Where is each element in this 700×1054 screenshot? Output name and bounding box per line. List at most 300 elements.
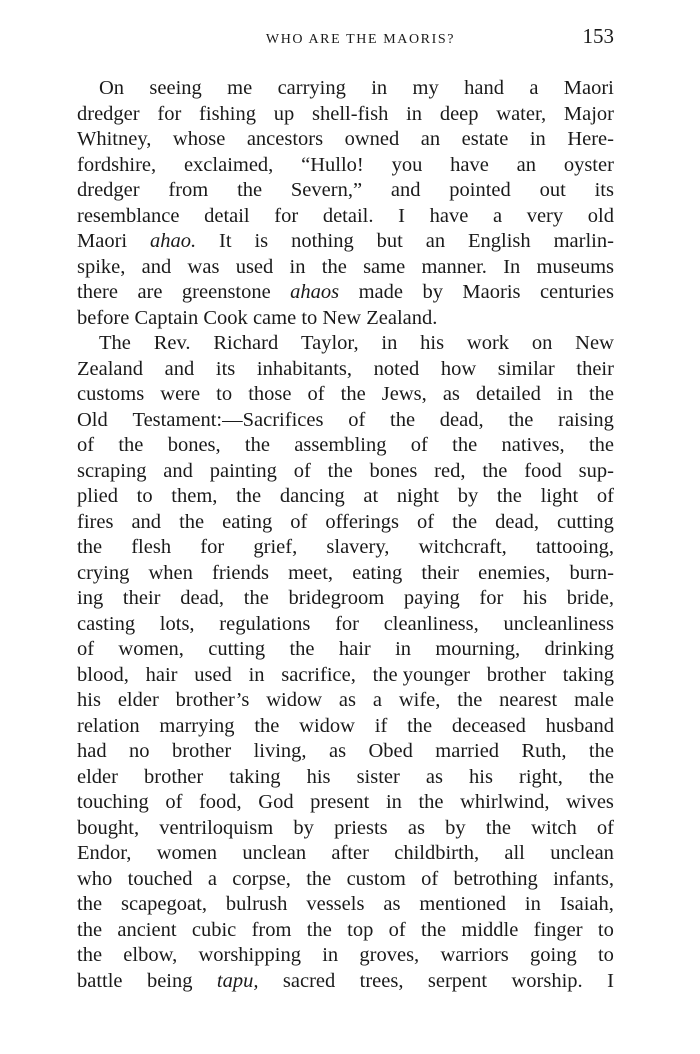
word: living, [253, 740, 307, 762]
word: right, [519, 765, 563, 788]
word: food, [198, 791, 242, 813]
word: dredger [77, 179, 140, 201]
word: pointed [449, 179, 511, 201]
word: worshipping [198, 944, 301, 966]
word: a [372, 689, 382, 711]
word: cleanliness, [383, 612, 479, 635]
word: serpent [427, 969, 488, 992]
word: In [503, 255, 521, 278]
text-line [77, 714, 614, 740]
word: all [504, 842, 525, 864]
word: in [524, 893, 541, 915]
word: to [216, 383, 233, 405]
word: the [588, 765, 614, 788]
word: the [485, 816, 511, 839]
word: cutting [557, 510, 614, 533]
word: of [596, 816, 614, 839]
word: Richard [213, 332, 279, 354]
word: my [412, 77, 439, 99]
word: his [420, 332, 445, 354]
word: hair [145, 663, 178, 686]
word: as [442, 383, 460, 405]
word: bones [369, 459, 418, 482]
body-text [77, 76, 614, 994]
word: infants, [553, 867, 614, 890]
word: the [289, 638, 315, 660]
word: Maori [77, 230, 128, 252]
word: by [445, 816, 466, 839]
text-line [77, 459, 614, 485]
word: the younger [372, 663, 470, 686]
text-line [77, 969, 614, 995]
word: detailed [475, 383, 541, 405]
word: dancing [279, 485, 345, 507]
word: widow [299, 714, 355, 737]
word: of [293, 459, 311, 482]
word: the [237, 179, 263, 201]
word: used [194, 663, 232, 686]
word: museums [536, 255, 614, 278]
word: a [207, 867, 217, 890]
word: ventriloquism [159, 816, 274, 839]
word: me [227, 77, 253, 99]
text-line [77, 867, 614, 893]
word: hand [464, 77, 504, 99]
text-line [77, 433, 614, 459]
word: paying [403, 587, 460, 609]
word: in [289, 255, 306, 278]
word: as [425, 765, 443, 788]
word: burn- [569, 561, 614, 584]
word: Here- [567, 128, 614, 150]
word: have [429, 204, 469, 227]
running-title: WHO ARE THE MAORIS? [265, 32, 456, 47]
word: mourning, [435, 638, 521, 660]
word: dead, [180, 587, 225, 609]
word: at [363, 485, 379, 507]
italic-word: tapu, [216, 969, 259, 992]
word: Taylor, [301, 332, 359, 354]
word: from [251, 918, 292, 941]
text-line [77, 306, 614, 332]
word: carrying [277, 77, 346, 99]
word: used [235, 255, 274, 278]
word: in [381, 332, 398, 354]
word: plied [77, 485, 118, 507]
word: red, [434, 459, 466, 482]
word: Zealand [77, 357, 144, 380]
word: resemblance [77, 204, 180, 227]
word: friends [212, 561, 269, 584]
word: their [122, 587, 161, 609]
word: scapegoat, [121, 893, 207, 915]
word: nothing [291, 230, 354, 252]
word: owned [344, 128, 400, 150]
word: unclean [550, 842, 614, 864]
word: and [131, 510, 162, 533]
word: inhabitants, [256, 357, 353, 380]
word: finger [533, 918, 583, 941]
word: widow [266, 689, 322, 711]
word: eating [222, 510, 273, 533]
word: of [417, 510, 435, 533]
word: ancient [117, 918, 177, 941]
word: slavery, [326, 536, 390, 558]
word: The [99, 332, 131, 354]
word: seeing [149, 77, 202, 99]
word: oyster [563, 153, 614, 176]
word: those [248, 383, 292, 405]
word: unclean [242, 842, 307, 864]
word: bride, [566, 587, 614, 609]
word: corpse, [232, 867, 291, 890]
word: the [452, 510, 478, 533]
word: an [516, 153, 536, 176]
word: the [588, 434, 614, 456]
word: before [77, 306, 130, 329]
word: I [398, 204, 405, 227]
word: marlin- [553, 230, 614, 252]
word: being [146, 969, 193, 992]
word: crying [77, 561, 130, 584]
word: in [371, 77, 388, 99]
word: God [258, 791, 294, 813]
word: lots, [159, 612, 195, 635]
word: dead, [439, 408, 484, 431]
text-line [77, 408, 614, 434]
word: of [77, 434, 95, 456]
word: the [243, 587, 269, 609]
word: his [469, 765, 493, 788]
word: Rev. [153, 332, 191, 354]
word: bones, [167, 434, 221, 456]
word: childbirth, [394, 842, 480, 864]
word: the [457, 689, 483, 711]
text-line [77, 918, 614, 944]
word: brother [171, 740, 232, 762]
word: brother [486, 663, 546, 686]
word: to [597, 944, 614, 966]
word: Cook [203, 306, 248, 329]
word: brother’s [175, 689, 250, 711]
text-line [77, 255, 614, 281]
word: the [588, 740, 614, 762]
word: came [252, 306, 297, 329]
word: sacred [282, 969, 336, 992]
word: in [385, 791, 402, 813]
word: his [306, 765, 331, 788]
word: present [310, 791, 370, 813]
word: work [466, 332, 510, 354]
word: the [179, 510, 205, 533]
word: manner. [421, 255, 487, 278]
word: English [468, 230, 531, 252]
word: in [406, 102, 423, 125]
word: the [306, 867, 332, 890]
word: after [331, 842, 369, 864]
word: Old [77, 408, 108, 431]
word: sister [356, 765, 400, 788]
word: detail [204, 204, 250, 227]
word: you [391, 153, 423, 176]
word: were [160, 383, 201, 405]
word: Severn,” [290, 179, 363, 201]
text-line [77, 229, 614, 255]
word: and [163, 459, 193, 482]
word: of [290, 510, 308, 533]
text-line [77, 612, 614, 638]
word: elder [117, 689, 159, 711]
word: New [322, 306, 362, 329]
word: going [530, 944, 577, 966]
word: of [165, 791, 183, 813]
word: scraping [77, 459, 147, 482]
word: Obed [368, 740, 413, 762]
word: noted [373, 357, 420, 380]
word: an [420, 128, 441, 150]
word: light [540, 485, 579, 507]
italic-word: ahao. [150, 230, 197, 252]
word: same [363, 255, 406, 278]
word: taking [229, 765, 281, 788]
word: up [273, 102, 295, 125]
text-line [77, 204, 614, 230]
word: elder [77, 765, 118, 788]
word: regulations [219, 612, 311, 635]
text-line [77, 76, 614, 102]
word: Captain [134, 306, 199, 329]
text-line [77, 102, 614, 128]
word: married [435, 740, 500, 762]
word: water, [496, 102, 547, 125]
word: fishing [199, 102, 256, 125]
word: witchcraft, [418, 536, 507, 558]
word: vessels [306, 893, 365, 915]
word: cubic [191, 918, 237, 941]
word: of [348, 408, 366, 431]
word: ancestors [246, 128, 324, 150]
word: the [321, 255, 347, 278]
word: a [492, 204, 503, 227]
word: shell-fish [312, 102, 389, 125]
word: made [358, 281, 404, 303]
text-line [77, 892, 614, 918]
word: painting [209, 459, 277, 482]
word: in [322, 944, 339, 966]
word: the [418, 791, 444, 813]
text-line [77, 790, 614, 816]
word: grief, [253, 536, 298, 558]
word: offerings [325, 510, 399, 533]
word: the [390, 408, 416, 431]
word: nearest [499, 689, 558, 711]
word: raising [558, 408, 614, 431]
word: in [556, 383, 573, 405]
word: of [388, 918, 406, 941]
word: drinking [544, 638, 614, 660]
word: I [607, 969, 614, 992]
word: hair [338, 638, 371, 660]
text-line [77, 739, 614, 765]
word: uncleanliness [503, 612, 614, 635]
word: who [77, 867, 113, 890]
word: brother [144, 765, 204, 788]
word: bulrush [225, 893, 288, 915]
word: the [77, 536, 103, 558]
word: to [301, 306, 318, 329]
word: ing [77, 587, 104, 609]
word: on [531, 332, 553, 354]
word: the [118, 434, 144, 456]
word: eating [352, 561, 403, 584]
word: the [77, 893, 103, 915]
text-line [77, 484, 614, 510]
word: the [340, 383, 366, 405]
word: their [576, 357, 614, 380]
word: as [383, 893, 401, 915]
word: the [452, 434, 478, 456]
word: by [293, 816, 314, 839]
word: groves, [359, 944, 420, 966]
word: by [422, 281, 443, 303]
word: for [479, 587, 504, 609]
word: for [200, 536, 225, 558]
text-line [77, 510, 614, 536]
word: Isaiah, [559, 893, 614, 915]
text-line [77, 127, 614, 153]
word: assembling [294, 434, 387, 456]
text-line [77, 637, 614, 663]
word: enemies, [478, 561, 551, 584]
word: warriors [440, 944, 509, 966]
word: whose [172, 128, 226, 150]
word: dead, [495, 510, 539, 533]
word: food [524, 459, 562, 482]
word: wife, [398, 689, 441, 711]
word: battle [77, 969, 123, 992]
word: the [244, 434, 270, 456]
word: its [594, 179, 614, 201]
word: in [395, 638, 412, 660]
word: their [421, 561, 459, 584]
word: fires [77, 510, 114, 533]
word: for [335, 612, 359, 635]
word: taking [562, 663, 614, 686]
text-line [77, 586, 614, 612]
word: sacrifice, [281, 663, 356, 686]
word: tattooing, [535, 536, 614, 558]
word: deceased [451, 714, 526, 737]
word: flesh [131, 536, 172, 558]
word: and [164, 357, 195, 380]
word: old [587, 204, 614, 227]
word: Maori [563, 77, 614, 99]
running-head [77, 22, 614, 52]
word: out [539, 179, 566, 201]
word: the [482, 459, 508, 482]
word: of [596, 485, 614, 507]
word: trees, [359, 969, 404, 992]
word: cutting [208, 638, 266, 660]
word: no [129, 740, 150, 762]
word: how [440, 357, 477, 380]
word: is [254, 230, 269, 252]
word: sup- [578, 459, 614, 482]
word: elbow, [123, 944, 178, 966]
word: blood, [77, 663, 129, 686]
word: the [407, 714, 433, 737]
word: male [574, 689, 614, 711]
word: Jews, [381, 383, 427, 405]
word: spike, [77, 255, 126, 278]
word: in [529, 128, 546, 150]
word: meet, [288, 561, 334, 584]
word: by [457, 485, 479, 507]
word: marrying [159, 714, 235, 737]
word: of [410, 434, 428, 456]
word: the [508, 408, 534, 431]
word: custom [346, 867, 406, 890]
word: his [77, 689, 101, 711]
word: touched [127, 867, 193, 890]
word: On [99, 77, 125, 99]
word: if [374, 714, 388, 737]
word: as [407, 816, 425, 839]
word: touching [77, 791, 149, 813]
word: Whitney, [77, 128, 152, 150]
word: and [390, 179, 421, 201]
word: an [425, 230, 446, 252]
word: deep [439, 102, 479, 125]
text-line [77, 153, 614, 179]
word: Endor, [77, 842, 132, 864]
text-line [77, 943, 614, 969]
word: relation [77, 714, 140, 737]
word: the [254, 714, 280, 737]
word: of [307, 383, 325, 405]
word: are [137, 281, 163, 303]
word: as [328, 740, 347, 762]
page-number: 153 [582, 24, 614, 48]
word: Zealand. [366, 306, 438, 329]
text-line [77, 663, 614, 689]
word: the [306, 918, 332, 941]
word: of [77, 638, 95, 660]
word: dredger [77, 102, 140, 125]
italic-word: ahaos [290, 281, 340, 303]
word: middle [461, 918, 519, 941]
word: Testament:—Sacrifices [132, 408, 324, 431]
book-page [77, 22, 614, 994]
word: and [141, 255, 172, 278]
word: worship. [511, 969, 583, 992]
word: the [421, 918, 447, 941]
word: fordshire, [77, 153, 157, 176]
word: the [77, 944, 103, 966]
word: Major [563, 102, 614, 125]
word: women, [118, 638, 184, 660]
word: there [77, 281, 118, 303]
word: the [327, 459, 353, 482]
word: witch [531, 816, 577, 839]
word: customs [77, 383, 145, 405]
word: detail. [322, 204, 374, 227]
word: the [236, 485, 262, 507]
word: mentioned [419, 893, 506, 915]
word: husband [545, 714, 614, 737]
text-line [77, 841, 614, 867]
word: betrothing [453, 867, 538, 890]
